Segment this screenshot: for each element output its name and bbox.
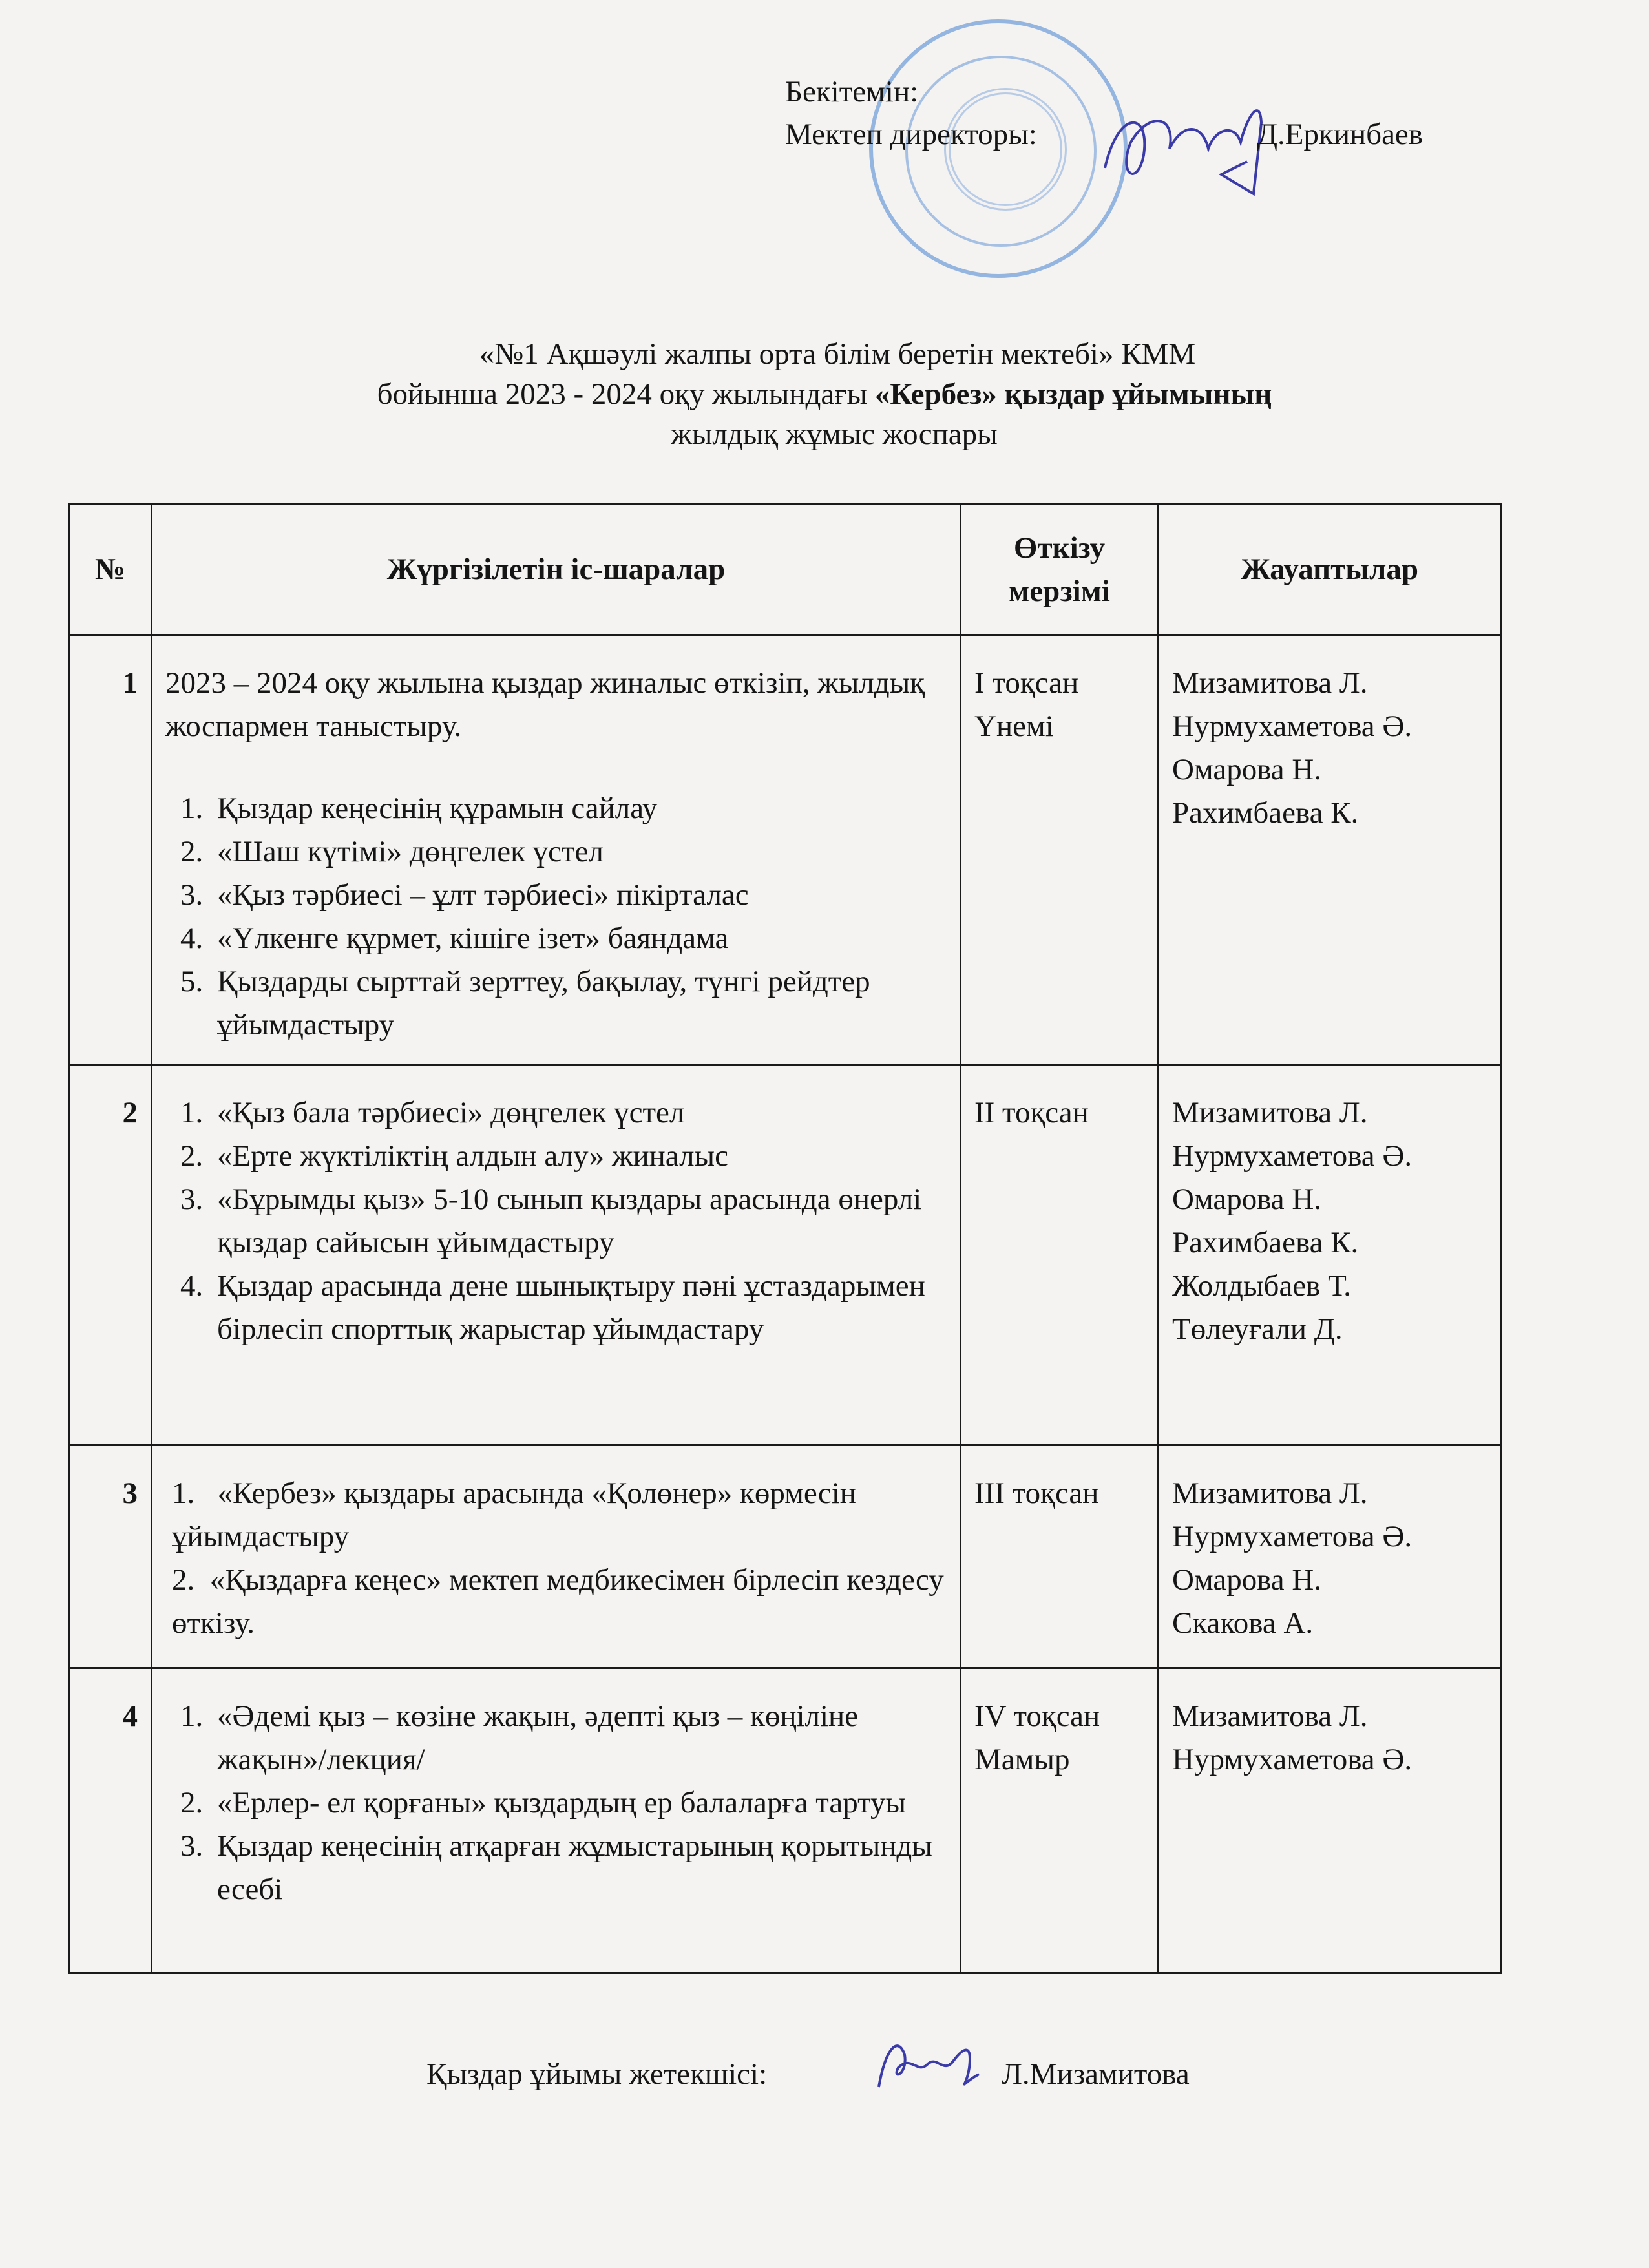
activity-item: 4. Қыздар арасында дене шынықтыру пәні ұстаздарымен бірлесіп спорттық жарыстар ұйымдастару <box>211 1265 947 1351</box>
approval-position: Мектеп директоры: <box>785 118 1037 151</box>
responsible-person: Нурмухаметова Ә. <box>1172 1520 1413 1553</box>
row-activities <box>152 635 961 1065</box>
row-intro: 2023 – 2024 оқу жылына қыздар жиналыс өткізіп, жылдық жоспармен таныстыру. <box>165 666 925 743</box>
activity-item: 1. «Кербез» қыздары арасында «Қолөнер» көрмесін ұйымдастыру <box>172 1476 856 1553</box>
activity-item: 1. Қыздар кеңесінің құрамын сайлау <box>211 787 947 830</box>
responsible-person: Омарова Н. <box>1172 1182 1322 1216</box>
director-name: Д.Еркинбаев <box>1257 118 1423 151</box>
activity-item: 5. Қыздарды сырттай зерттеу, бақылау, түнгі рейдтер ұйымдастыру <box>211 960 947 1047</box>
responsible-person: Омарова Н. <box>1172 753 1322 786</box>
row-activities <box>152 1445 961 1668</box>
responsible-person: Рахимбаева К. <box>1172 796 1359 830</box>
row-responsible <box>1159 635 1501 1065</box>
activity-item: 3. Қыздар кеңесінің атқарған жұмыстарының қорытынды есебі <box>211 1825 947 1911</box>
leader-name: Л.Мизамитова <box>1002 2057 1190 2091</box>
row-number: 1 <box>69 635 152 1065</box>
table-row <box>69 1065 1501 1445</box>
row-period <box>961 1668 1159 1973</box>
activity-item: 2. «Қыздарға кеңес» мектеп медбикесімен бірлесіп кездесу өткізу. <box>172 1563 944 1640</box>
responsible-person: Жолдыбаев Т. <box>1172 1269 1351 1303</box>
plan-table <box>68 503 1502 1974</box>
title-line-2-text: бойынша 2023 - 2024 оқу жылындағы <box>377 377 875 411</box>
title-line-1: «№1 Ақшәулі жалпы орта білім беретін мектебі» КММ <box>479 337 1196 371</box>
table-row <box>69 1445 1501 1668</box>
period-line: І тоқсан <box>974 666 1079 700</box>
row-activities <box>152 1065 961 1445</box>
leader-signature <box>866 2029 995 2100</box>
activity-item: 1. «Қыз бала тәрбиесі» дөңгелек үстел <box>211 1091 947 1135</box>
row-responsible <box>1159 1445 1501 1668</box>
period-line: ІІІ тоқсан <box>974 1476 1099 1510</box>
period-line: Үнемі <box>974 709 1054 743</box>
responsible-person: Мизамитова Л. <box>1172 1699 1368 1733</box>
table-header-row <box>69 505 1501 635</box>
row-period <box>961 635 1159 1065</box>
header-responsible: Жауаптылар <box>1159 505 1501 635</box>
responsible-person: Скакова А. <box>1172 1606 1314 1640</box>
row-responsible <box>1159 1065 1501 1445</box>
responsible-person: Нурмухаметова Ә. <box>1172 1743 1413 1776</box>
activity-item: 3. «Қыз тәрбиесі – ұлт тәрбиесі» пікірталас <box>211 874 947 917</box>
responsible-person: Нурмухаметова Ә. <box>1172 1139 1413 1173</box>
activity-item: 3. «Бұрымды қыз» 5-10 сынып қыздары арасында өнерлі қыздар сайысын ұйымдастыру <box>211 1178 947 1265</box>
row-responsible <box>1159 1668 1501 1973</box>
activity-item: 2. «Шаш күтімі» дөңгелек үстел <box>211 830 947 874</box>
title-org-name: «Кербез» қыздар ұйымының <box>874 377 1272 411</box>
responsible-person: Мизамитова Л. <box>1172 1476 1368 1510</box>
footer-label: Қыздар ұйымы жетекшісі: <box>426 2057 768 2091</box>
responsible-person: Рахимбаева К. <box>1172 1226 1359 1259</box>
row-activities <box>152 1668 961 1973</box>
activity-item: 4. «Үлкенге құрмет, кішіге ізет» баяндама <box>211 917 947 960</box>
responsible-person: Төлеуғали Д. <box>1172 1312 1343 1346</box>
activity-item: 1. «Әдемі қыз – көзіне жақын, әдепті қыз – көңіліне жақын»/лекция/ <box>211 1695 947 1781</box>
row-period <box>961 1445 1159 1668</box>
row-number: 3 <box>69 1445 152 1668</box>
responsible-person: Мизамитова Л. <box>1172 666 1368 700</box>
activity-item: 2. «Ерте жүктіліктің алдын алу» жиналыс <box>211 1135 947 1178</box>
period-line: ІV тоқсан <box>974 1699 1100 1733</box>
row-number: 2 <box>69 1065 152 1445</box>
row-number: 4 <box>69 1668 152 1973</box>
table-row <box>69 635 1501 1065</box>
row-period <box>961 1065 1159 1445</box>
header-activities: Жүргізілетін іс-шаралар <box>152 505 961 635</box>
activity-item-text: «Кербез» қыздары арасында «Қолөнер» көрмесін ұйымдастыру <box>172 1476 856 1553</box>
activity-item: 2. «Ерлер- ел қорғаны» қыздардың ер балаларға тартуы <box>211 1781 947 1825</box>
header-period: Өткізу мерзімі <box>961 505 1159 635</box>
responsible-person: Нурмухаметова Ә. <box>1172 709 1413 743</box>
period-line: ІІ тоқсан <box>974 1096 1089 1129</box>
approval-label: Бекітемін: <box>785 75 919 109</box>
title-line-2 <box>0 375 1649 414</box>
period-line: Мамыр <box>974 1743 1070 1776</box>
responsible-person: Мизамитова Л. <box>1172 1096 1368 1129</box>
header-number: № <box>69 505 152 635</box>
title-line-3: жылдық жұмыс жоспары <box>671 417 998 451</box>
responsible-person: Омарова Н. <box>1172 1563 1322 1597</box>
activity-item-text: «Қыздарға кеңес» мектеп медбикесімен бірлесіп кездесу өткізу. <box>172 1563 944 1640</box>
table-row <box>69 1668 1501 1973</box>
